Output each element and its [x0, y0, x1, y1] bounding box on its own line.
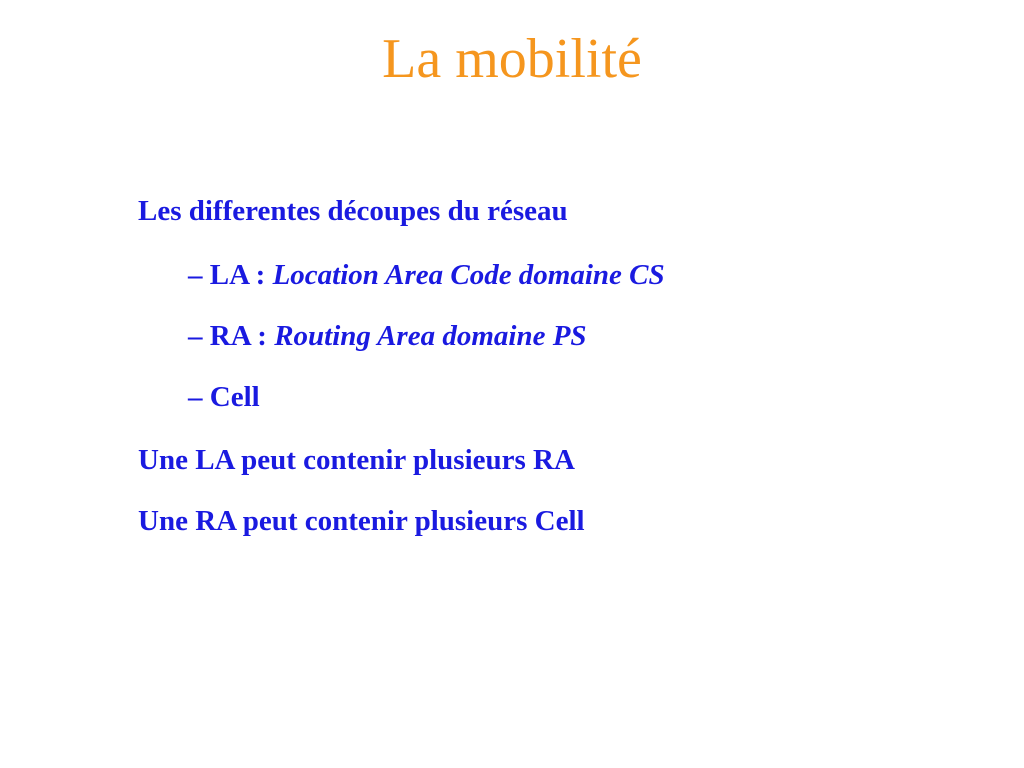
sub-bullet-ra	[188, 318, 587, 354]
slide-title: La mobilité	[382, 28, 642, 90]
slide-heading: Les differentes découpes du réseau	[138, 195, 568, 227]
sub-bullet-la	[188, 257, 665, 293]
sub-bullet-ra-label: – RA :	[188, 320, 275, 352]
sub-bullet-cell-label: – Cell	[188, 381, 260, 413]
sub-bullet-cell	[188, 379, 260, 415]
sub-bullet-la-label: – LA :	[188, 259, 273, 291]
statement-ra-contains-cell: Une RA peut contenir plusieurs Cell	[138, 505, 585, 537]
statement-la-contains-ra: Une LA peut contenir plusieurs RA	[138, 444, 575, 476]
sub-bullet-ra-detail: Routing Area domaine PS	[274, 320, 587, 352]
sub-bullet-la-detail: Location Area Code domaine CS	[272, 259, 665, 291]
